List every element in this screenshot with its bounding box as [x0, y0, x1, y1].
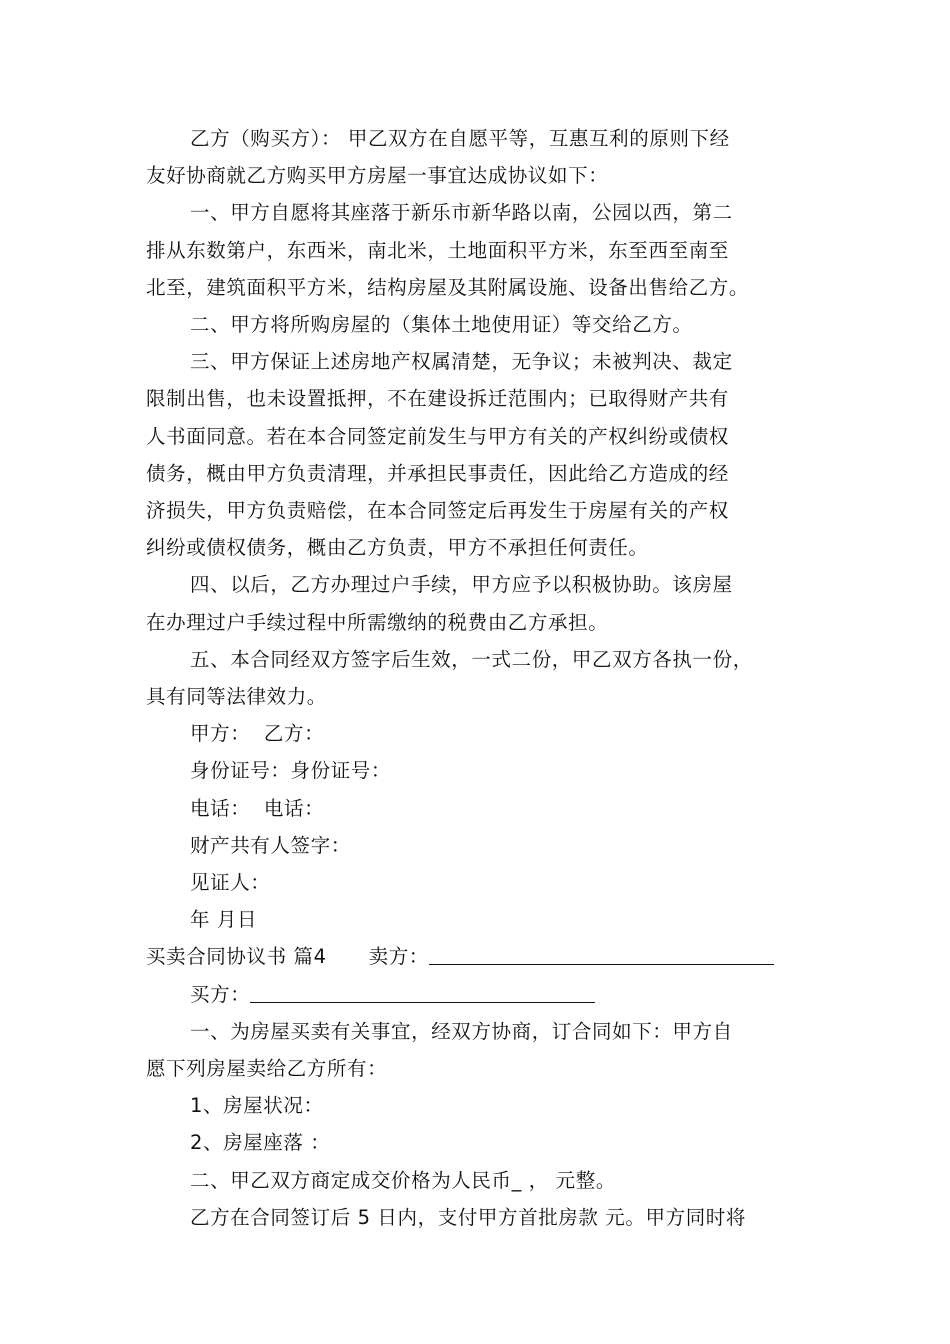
signature-parties: 甲方： 乙方：: [190, 722, 325, 746]
seller-blank: [429, 942, 774, 965]
clause-1: [146, 194, 806, 306]
clause-3: [146, 343, 806, 566]
section-title: 买卖合同协议书 篇4: [146, 945, 327, 969]
signature-coowner: 财产共有人签字：: [190, 833, 351, 857]
text-line: 五、本合同经双方签字后生效，一式二份，甲乙双方各执一份，: [190, 647, 753, 671]
text-line: 乙方（购买方）： 甲乙双方在自愿平等，互惠互利的原则下经: [190, 127, 730, 150]
section-4-header: [146, 938, 806, 1012]
text-line: 二、甲乙双方商定成交价格为人民币_ ， 元整。: [190, 1168, 616, 1192]
text-line: 乙方在合同签订后 5 日内，支付甲方首批房款 元。甲方同时将: [190, 1205, 747, 1229]
signature-block: [146, 715, 806, 938]
text-line: 二、甲方将所购房屋的（集体土地使用证）等交给乙方。: [190, 313, 693, 337]
list-item: 2、房屋座落 ：: [190, 1131, 331, 1155]
signature-phones: 电话： 电话：: [190, 796, 325, 820]
text-line: 债务，概由甲方负责清理，并承担民事责任，因此给乙方造成的经: [146, 461, 729, 485]
text-line: 四、以后，乙方办理过户手续，甲方应予以积极协助。该房屋: [190, 573, 733, 597]
clause-4: [146, 566, 806, 640]
text-line: 北至，建筑面积平方米，结构房屋及其附属设施、设备出售给乙方。: [146, 275, 750, 299]
text-line: 在办理过户手续过程中所需缴纳的税费由乙方承担。: [146, 610, 609, 634]
buyer-label: 买方：: [190, 982, 251, 1006]
text-line: 友好协商就乙方购买甲方房屋一事宜达成协议如下：: [146, 164, 609, 188]
signature-date: 年 月日: [190, 908, 258, 932]
seller-label: 卖方：: [368, 945, 429, 969]
text-line: 愿下列房屋卖给乙方所有：: [146, 1057, 388, 1081]
section-4-title-line: [146, 938, 806, 975]
text-line: 排从东数第户，东西米，南北米，土地面积平方米，东至西至南至: [146, 238, 729, 262]
signature-id-numbers: 身份证号：身份证号：: [190, 759, 392, 783]
signature-witness: 见证人：: [190, 871, 271, 895]
buyer-line: [146, 976, 806, 1013]
intro-paragraph: [146, 120, 806, 194]
text-line: 三、甲方保证上述房地产权属清楚，无争议；未被判决、裁定: [190, 350, 733, 374]
buyer-blank: [250, 980, 595, 1003]
text-line: 纠纷或债权债务，概由乙方负责，甲方不承担任何责任。: [146, 536, 649, 560]
text-line: 限制出售，也未设置抵押，不在建设拆迁范围内；已取得财产共有: [146, 387, 729, 411]
text-line: 济损失，甲方负责赔偿，在本合同签定后再发生于房屋有关的产权: [146, 499, 729, 523]
list-item: 1、房屋状况：: [190, 1094, 324, 1118]
text-line: 一、甲方自愿将其座落于新乐市新华路以南，公园以西，第二: [190, 201, 733, 225]
section-4-clause-2: [146, 1162, 806, 1236]
text-line: 一、为房屋买卖有关事宜，经双方协商，订合同如下：甲方自: [190, 1019, 733, 1043]
section-4-clause-1: [146, 1013, 806, 1162]
text-line: 具有同等法律效力。: [146, 685, 327, 709]
clause-5: [146, 641, 806, 715]
text-line: 人书面同意。若在本合同签定前发生与甲方有关的产权纠纷或债权: [146, 424, 729, 448]
clause-2: [146, 306, 806, 343]
document-body: [146, 120, 806, 1236]
